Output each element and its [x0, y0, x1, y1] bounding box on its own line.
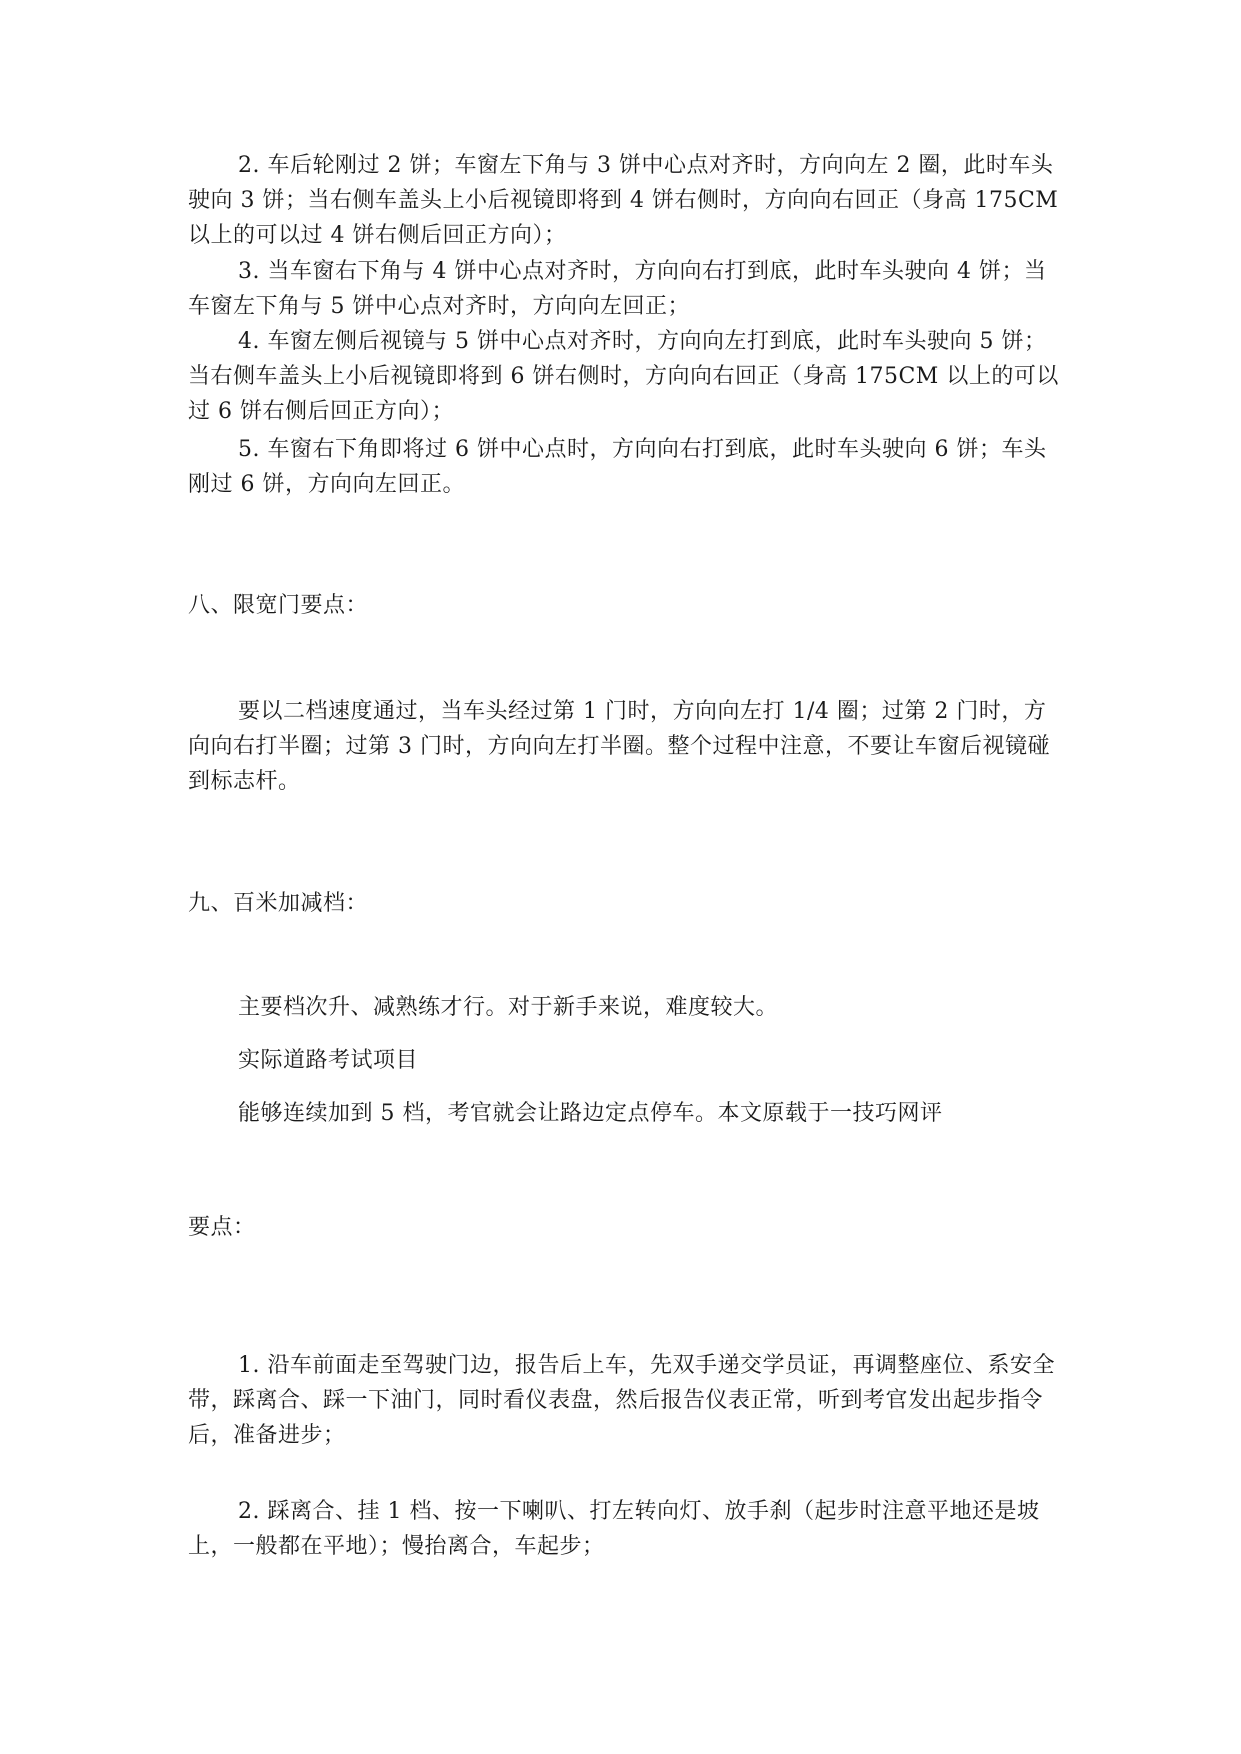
- paragraph-gear-shift-3: 能够连续加到 5 档，考官就会让路边定点停车。本文原载于一技巧网评: [238, 1101, 943, 1126]
- paragraph-road-step-1: 1. 沿车前面走至驾驶门边，报告后上车，先双手递交学员证，再调整座位、系安全带，踩离合、踩一下油门，同时看仪表盘，然后报告仪表正常，听到考官发出起步指令后，准备进步；: [188, 1353, 1055, 1448]
- paragraph-width-gate: 要以二档速度通过，当车头经过第 1 门时，方向向左打 1/4 圈；过第 2 门时，方向向右打半圈；过第 3 门时，方向向左打半圈。整个过程中注意，不要让车窗后视镜碰到标志杆。: [188, 699, 1050, 794]
- paragraph-step-2: 2. 车后轮刚过 2 饼；车窗左下角与 3 饼中心点对齐时，方向向左 2 圈，此时车头驶向 3 饼；当右侧车盖头上小后视镜即将到 4 饼右侧时，方向向右回正（身高 175CM 以上的可以过 4 饼右侧后回正方向）；: [188, 153, 1059, 248]
- section-heading-gear-shift: 九、百米加减档：: [188, 891, 369, 916]
- paragraph-step-5: 5. 车窗右下角即将过 6 饼中心点时，方向向右打到底，此时车头驶向 6 饼；车头刚过 6 饼，方向向左回正。: [188, 437, 1047, 497]
- paragraph-gear-shift-1: 主要档次升、减熟练才行。对于新手来说，难度较大。: [238, 995, 779, 1020]
- paragraph-road-step-2: 2. 踩离合、挂 1 档、按一下喇叭、打左转向灯、放手刹（起步时注意平地还是坡上，一般都在平地）；慢抬离合，车起步；: [188, 1499, 1040, 1559]
- section-heading-width-gate: 八、限宽门要点：: [188, 593, 369, 618]
- paragraph-step-4: 4. 车窗左侧后视镜与 5 饼中心点对齐时，方向向左打到底，此时车头驶向 5 饼；当右侧车盖头上小后视镜即将到 6 饼右侧时，方向向右回正（身高 175CM 以上的可以过 6 饼右侧后回正方向）；: [188, 329, 1059, 424]
- paragraph-step-3: 3. 当车窗右下角与 4 饼中心点对齐时，方向向右打到底，此时车头驶向 4 饼；当车窗左下角与 5 饼中心点对齐时，方向向左回正；: [188, 259, 1047, 319]
- paragraph-gear-shift-2: 实际道路考试项目: [238, 1048, 419, 1073]
- section-heading-key-points: 要点：: [188, 1215, 256, 1240]
